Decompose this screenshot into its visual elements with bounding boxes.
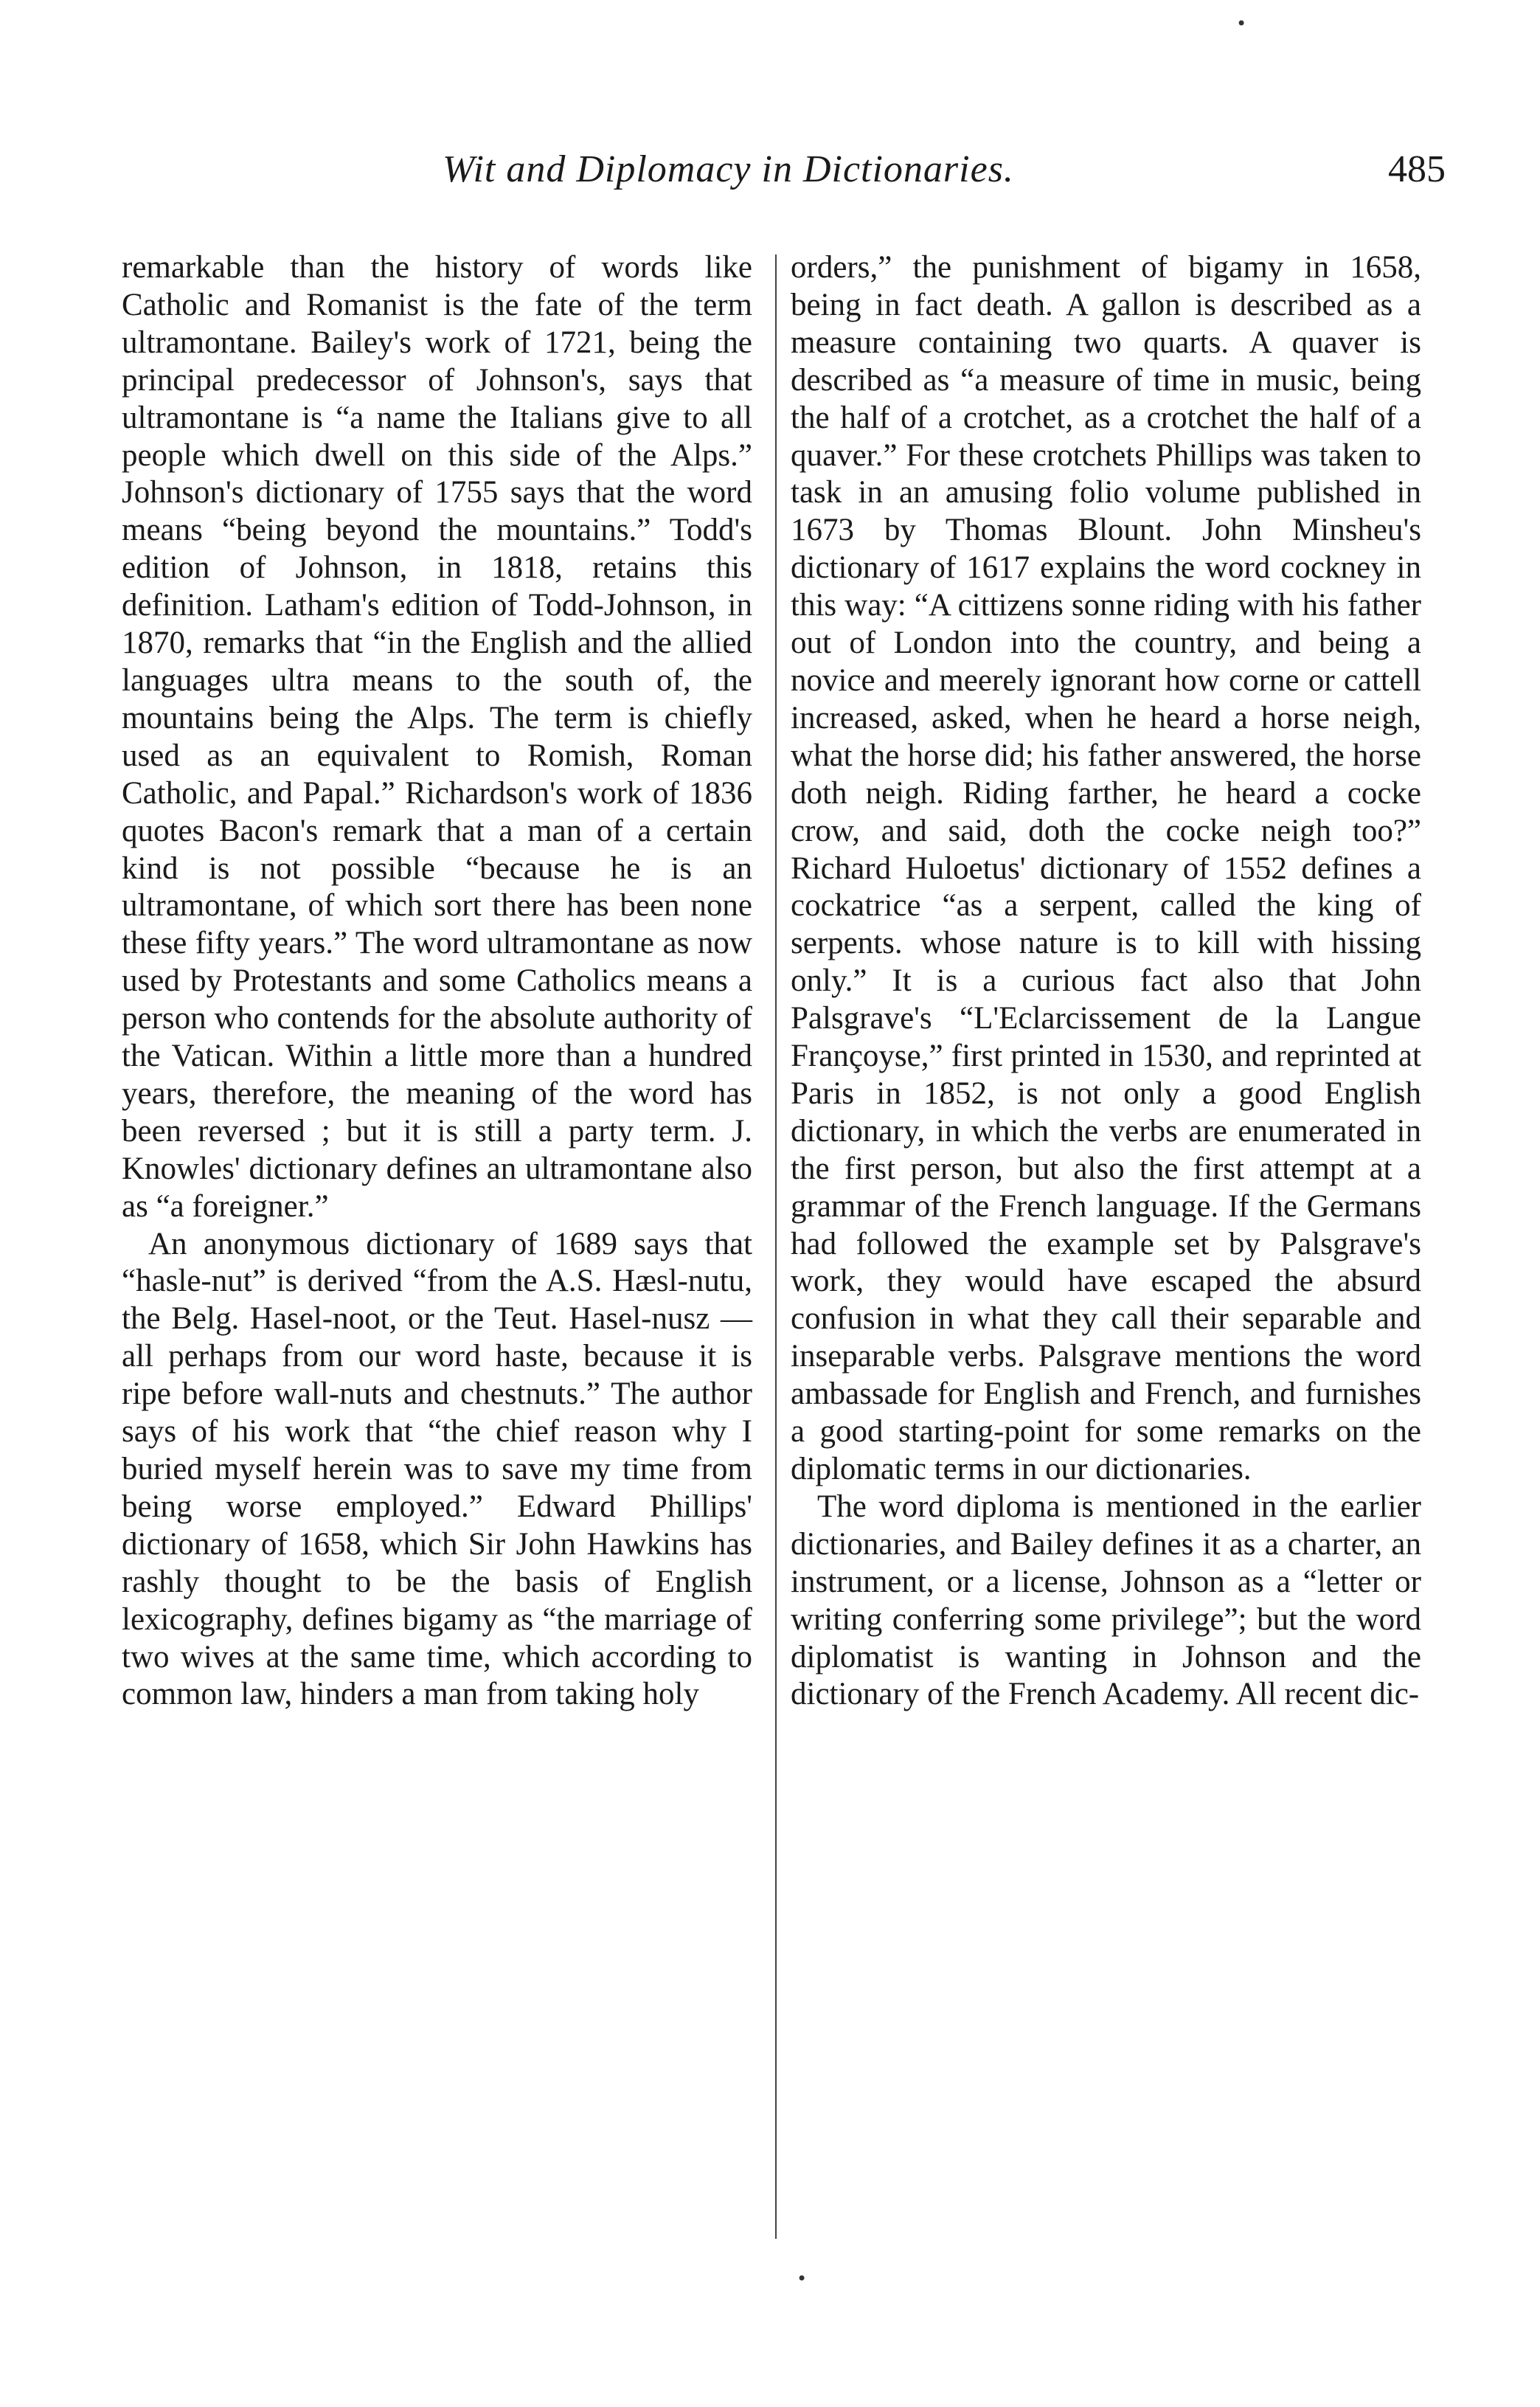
- top-dot-mark: •: [1236, 13, 1247, 34]
- left-paragraph-1: remarkable than the history of words like Catholic and Romanist is the fate of the term ultramontane. Bailey's work of 1721, being the principal predecessor of Johnson's, says that ultramontane is “a name the Italians give to all people which dwell on this side of the Alps.” Johnson's dictionary of 1755 says that the word means “being beyond the mountains.” Todd's edition of Johnson, in 1818, retains this definition. Latham's edition of Todd-Johnson, in 1870, remarks that “in the English and the allied languages ultra means to the south of, the mountains being the Alps. The term is chiefly used as an equivalent to Romish, Roman Catholic, and Papal.” Richardson's work of 1836 quotes Bacon's remark that a man of a certain kind is not possible “because he is an ultramontane, of which sort there has been none these fifty years.” The word ultramontane as now used by Protestants and some Catholics means a person who contends for the absolute authority of the Vatican. Within a little more than a hundred years, therefore, the meaning of the word has been reversed ; but it is still a party term. J. Knowles' dictionary defines an ultramontane also as “a foreigner.”: [122, 250, 752, 1224]
- right-column: [791, 249, 1421, 1714]
- bottom-dot-mark: •: [797, 2268, 808, 2289]
- left-column: [122, 249, 752, 1714]
- page-number: 485: [1388, 148, 1446, 190]
- left-paragraph-2: An anonymous dictionary of 1689 says that “hasle-nut” is derived “from the A.S. Hæsl-nutu, the Belg. Hasel-noot, or the Teut. Hasel-nusz —all perhaps from our word haste, because it is ripe before wall-nuts and chestnuts.” The author says of his work that “the chief reason why I buried myself herein was to save my time from being worse employed.” Edward Phillips' dictionary of 1658, which Sir John Hawkins has rashly thought to be the basis of English lexicography, defines bigamy as “the marriage of two wives at the same time, which according to common law, hinders a man from taking holy: [122, 1226, 752, 1712]
- page-header: [118, 148, 1446, 207]
- running-title: Wit and Diplomacy in Dictionaries.: [443, 148, 1014, 190]
- column-divider: [775, 254, 777, 2239]
- right-paragraph-1: orders,” the punishment of bigamy in 1658, being in fact death. A gallon is described as a measure containing two quarts. A quaver is described as “a measure of time in music, being the half of a crotchet, as a crotchet the half of a quaver.” For these crotchets Phillips was taken to task in an amusing folio volume published in 1673 by Thomas Blount. John Minsheu's dictionary of 1617 explains the word cockney in this way: “A cittizens sonne riding with his father out of London into the country, and being a novice and meerely ignorant how corne or cattell increased, asked, when he heard a horse neigh, what the horse did; his father answered, the horse doth neigh. Riding farther, he heard a cocke crow, and said, doth the cocke neigh too?” Richard Huloetus' dictionary of 1552 defines a cockatrice “as a serpent, called the king of serpents. whose nature is to kill with hissing only.” It is a curious fact also that John Palsgrave's “L'Eclarcissement de la Langue Françoyse,” first printed in 1530, and reprinted at Paris in 1852, is not only a good English dictionary, in which the verbs are enumerated in the first person, but also the first attempt at a grammar of the French language. If the Germans had followed the example set by Palsgrave's work, they would have escaped the absurd confusion in what they call their separable and inseparable verbs. Palsgrave mentions the word ambassade for English and French, and furnishes a good starting-point for some remarks on the diplomatic terms in our dictionaries.: [791, 250, 1421, 1486]
- right-paragraph-2: The word diploma is mentioned in the earlier dictionaries, and Bailey defines it as a charter, an instrument, or a license, Johnson as a “letter or writing conferring some privilege”; but the word diplomatist is wanting in Johnson and the dictionary of the French Academy. All recent dic-: [791, 1489, 1421, 1712]
